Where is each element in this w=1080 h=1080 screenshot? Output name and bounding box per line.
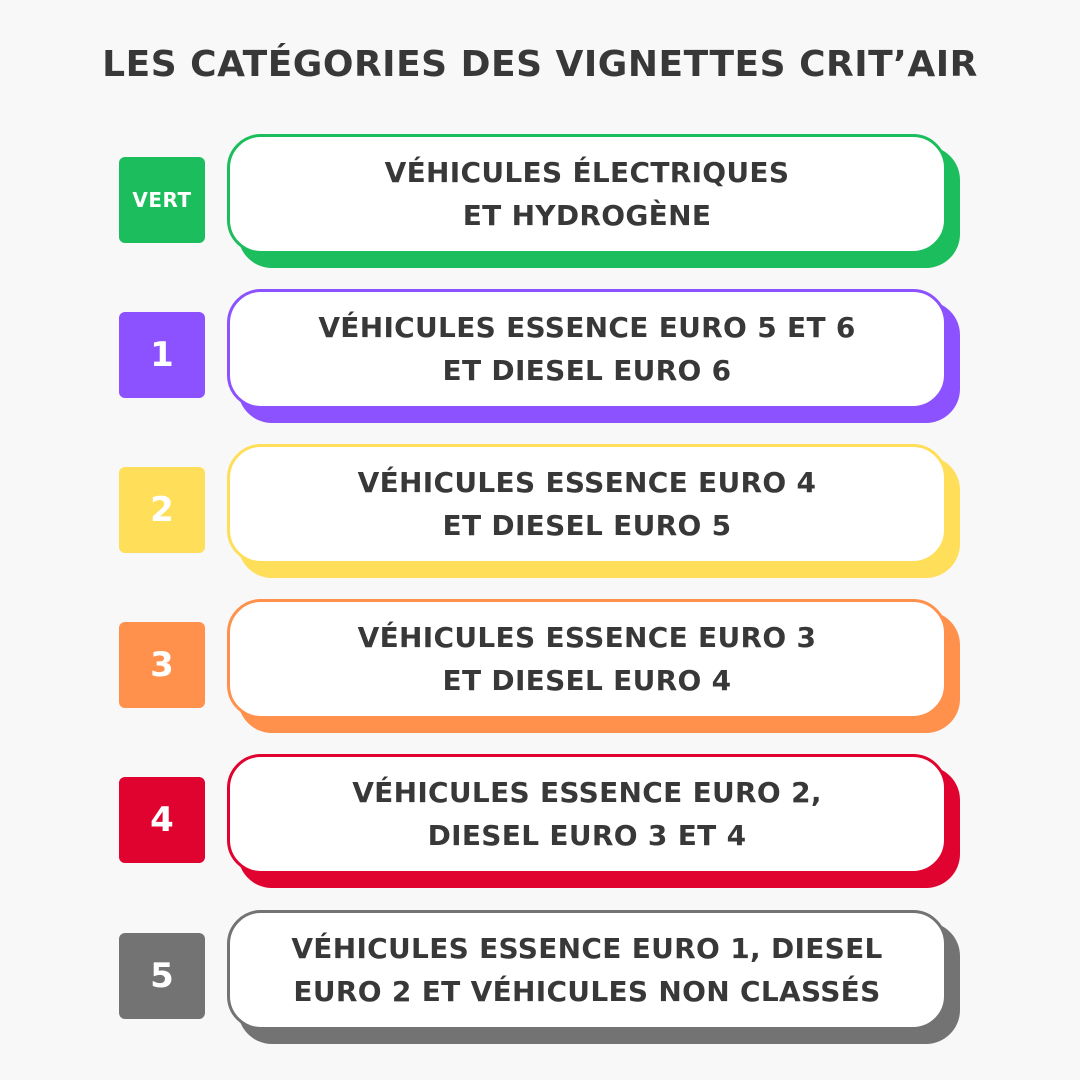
description-line-1: VÉHICULES ESSENCE EURO 4 [357,466,817,499]
category-row-vert [0,133,1080,273]
category-row-4 [0,753,1080,893]
category-description [358,461,817,547]
category-description [385,151,790,237]
category-description [318,306,855,392]
description-line-1: VÉHICULES ESSENCE EURO 1, DIESEL [291,932,883,965]
category-card [227,444,947,564]
category-card [227,599,947,719]
category-badge: 4 [119,777,205,863]
category-badge: 1 [119,312,205,398]
description-line-2: DIESEL EURO 3 ET 4 [427,819,747,852]
category-description [291,927,882,1013]
category-description [352,771,822,857]
category-badge: 2 [119,467,205,553]
page-title: LES CATÉGORIES DES VIGNETTES CRIT’AIR [102,44,978,85]
description-line-2: ET HYDROGÈNE [462,199,712,232]
category-row-3 [0,598,1080,738]
description-line-2: ET DIESEL EURO 6 [442,354,732,387]
category-badge: 3 [119,622,205,708]
description-line-2: EURO 2 ET VÉHICULES NON CLASSÉS [293,975,881,1008]
category-row-2 [0,443,1080,583]
category-card [227,910,947,1030]
category-row-5 [0,909,1080,1049]
description-line-1: VÉHICULES ÉLECTRIQUES [384,156,790,189]
description-line-2: ET DIESEL EURO 4 [442,664,732,697]
description-line-1: VÉHICULES ESSENCE EURO 3 [357,621,817,654]
category-card [227,754,947,874]
category-card [227,289,947,409]
category-badge: 5 [119,933,205,1019]
category-description [358,616,817,702]
category-badge: VERT [119,157,205,243]
category-card [227,134,947,254]
description-line-1: VÉHICULES ESSENCE EURO 2, [352,776,822,809]
category-row-1 [0,288,1080,428]
description-line-2: ET DIESEL EURO 5 [442,509,732,542]
description-line-1: VÉHICULES ESSENCE EURO 5 ET 6 [318,311,856,344]
